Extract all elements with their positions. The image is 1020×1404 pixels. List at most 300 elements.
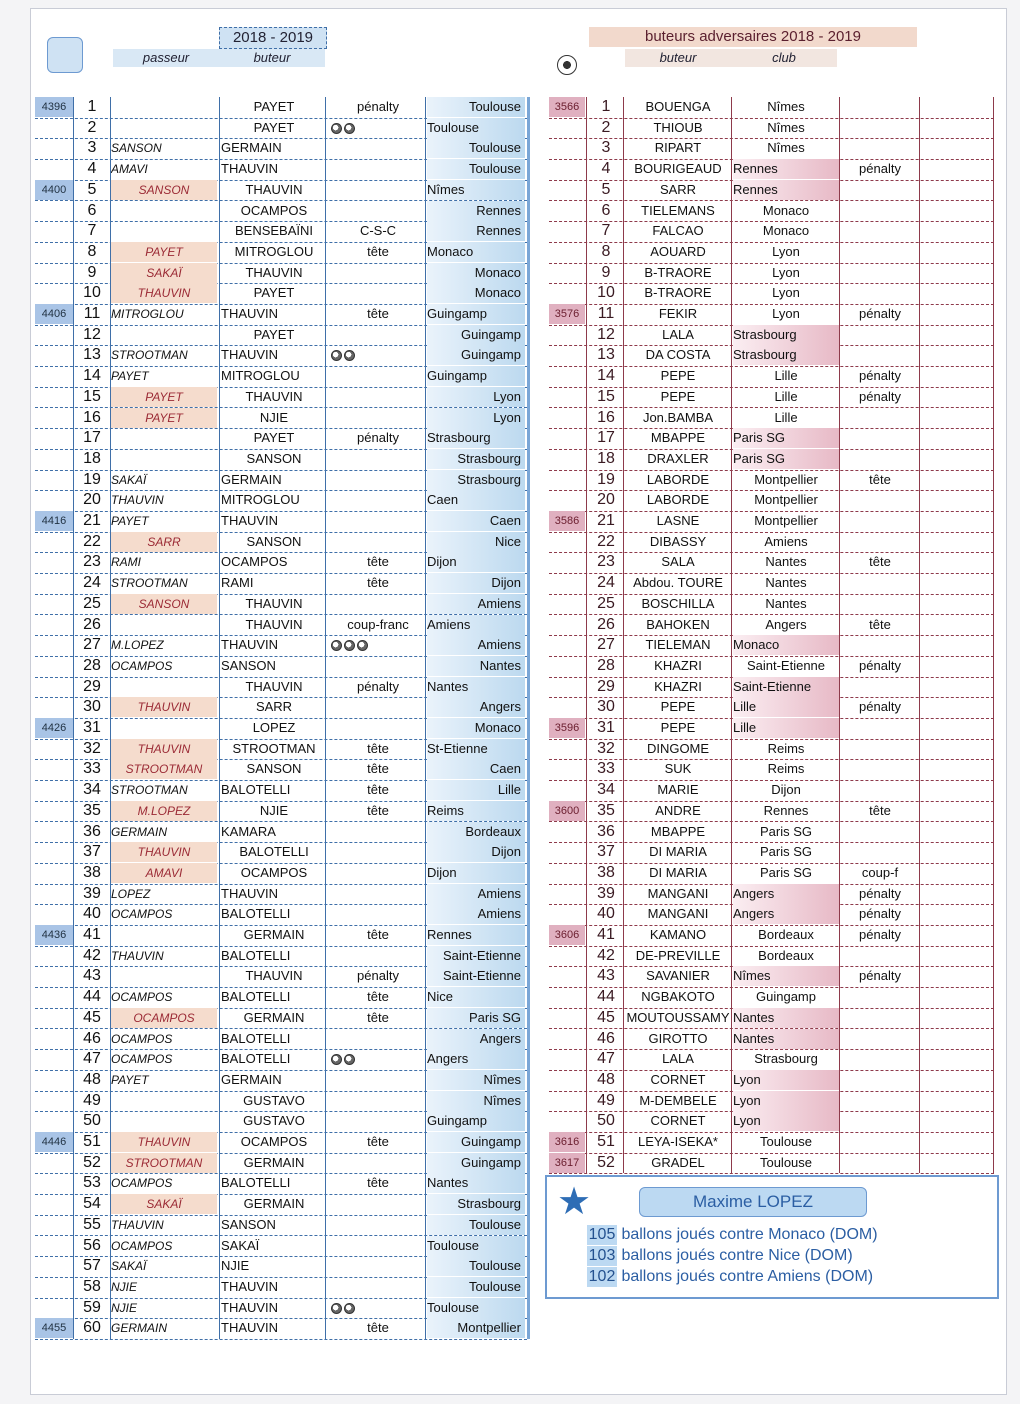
club: Lille — [774, 409, 798, 425]
row-number: 15 — [83, 387, 101, 405]
buteur: B-TRAORE — [644, 264, 712, 280]
table-row — [35, 449, 527, 471]
row-number: 23 — [83, 553, 101, 571]
table-row — [549, 822, 994, 844]
row-number: 33 — [83, 760, 101, 778]
total-count — [35, 118, 73, 138]
table-row — [35, 987, 527, 1009]
row-number: 35 — [83, 801, 101, 819]
club: Paris SG — [733, 449, 839, 469]
buteur: GERMAIN — [221, 1071, 282, 1087]
total-count — [549, 987, 585, 1007]
row-number: 27 — [597, 636, 615, 654]
buteur: TIELEMANS — [641, 202, 715, 218]
passeur: OCAMPOS — [111, 907, 173, 922]
note — [329, 1194, 427, 1214]
club: Amiens — [427, 904, 525, 924]
table-row — [549, 511, 994, 533]
buteur: PAYET — [253, 285, 295, 301]
buteur: SARR — [659, 181, 697, 197]
note — [329, 884, 427, 904]
note — [841, 490, 919, 510]
club: Angers — [765, 616, 807, 632]
table-row — [35, 822, 527, 844]
club: Guingamp — [756, 989, 816, 1005]
club: Nîmes — [767, 140, 805, 156]
club: Guingamp — [427, 304, 525, 324]
buteur: SANSON — [221, 657, 276, 673]
total-count — [35, 345, 73, 365]
club: Dijon — [427, 552, 525, 572]
table-row — [35, 304, 527, 326]
club: Amiens — [427, 594, 525, 614]
total-count: 3617 — [549, 1153, 585, 1173]
club: Lille — [774, 368, 798, 384]
total-count — [35, 449, 73, 469]
stat-row — [587, 1225, 878, 1245]
total-count — [549, 470, 585, 490]
col-header-club-adv: club — [731, 49, 837, 67]
buteur: CORNET — [650, 1071, 706, 1087]
ball-icons — [331, 1298, 391, 1318]
note — [841, 759, 919, 779]
buteur: LALA — [662, 1051, 694, 1067]
note: pénalty — [859, 306, 901, 321]
row-number: 1 — [87, 98, 97, 115]
note — [841, 718, 919, 738]
note: tête — [869, 802, 891, 818]
passeur: THAUVIN — [111, 283, 217, 303]
buteur: SANSON — [246, 450, 302, 466]
note: pénalty — [859, 927, 901, 942]
table-row — [549, 635, 994, 657]
club: Paris SG — [759, 823, 812, 839]
passeur: THAUVIN — [111, 493, 164, 508]
buteur: THIOUB — [653, 119, 703, 135]
buteur: GRADEL — [651, 1154, 705, 1170]
table-row — [549, 138, 994, 160]
buteur: THAUVIN — [221, 637, 279, 653]
buteur: TIELEMAN — [645, 637, 711, 653]
total-count — [549, 552, 585, 572]
table-row — [35, 511, 527, 533]
passeur — [111, 428, 217, 448]
ball-icon — [331, 640, 342, 651]
note: pénalty — [859, 885, 901, 901]
club: Amiens — [427, 615, 525, 635]
note: pénalty — [859, 968, 901, 984]
buteur: GUSTAVO — [243, 1113, 305, 1129]
club: Caen — [427, 759, 525, 779]
row-number: 42 — [83, 946, 101, 964]
buteur: NJIE — [221, 1258, 250, 1274]
table-row — [35, 118, 527, 140]
buteur: GIROTTO — [648, 1030, 708, 1046]
passeur: THAUVIN — [111, 948, 164, 963]
total-count — [549, 138, 585, 158]
club: Montpellier — [754, 471, 818, 487]
note: pénalty — [357, 99, 399, 114]
stat-row — [587, 1267, 873, 1287]
row-number: 37 — [83, 843, 101, 861]
note — [329, 470, 427, 490]
club: Saint-Etienne — [427, 966, 525, 986]
total-count — [35, 594, 73, 614]
buteur: MARIE — [657, 782, 699, 798]
row-number: 49 — [597, 1091, 615, 1109]
row-number: 11 — [83, 305, 101, 322]
note: tête — [367, 243, 389, 259]
total-count: 3566 — [549, 97, 585, 117]
table-row — [35, 1194, 527, 1216]
row-number: 25 — [597, 594, 615, 612]
row-number: 8 — [87, 242, 97, 260]
passeur — [111, 1111, 217, 1131]
note — [329, 718, 427, 738]
total-count — [35, 201, 73, 221]
row-number: 2 — [601, 118, 611, 136]
note — [841, 1111, 919, 1131]
club: Amiens — [427, 635, 525, 655]
row-number: 20 — [83, 491, 101, 509]
stats-sheet — [30, 8, 1007, 1395]
column-divider — [623, 97, 624, 1173]
club: Saint-Etienne — [733, 677, 839, 697]
club: Rennes — [763, 802, 809, 818]
total-count — [549, 490, 585, 510]
row-number: 3 — [601, 139, 611, 157]
row-number: 31 — [597, 719, 615, 736]
row-number: 24 — [597, 574, 615, 592]
note — [841, 118, 919, 138]
club: Reims — [767, 740, 805, 756]
passeur: OCAMPOS — [111, 1052, 173, 1067]
passeur: NJIE — [111, 1300, 138, 1315]
club: Bordeaux — [758, 927, 814, 942]
note: tête — [367, 802, 389, 818]
buteur: THAUVIN — [245, 678, 303, 694]
total-count — [35, 946, 73, 966]
club: Montpellier — [427, 1318, 525, 1338]
note — [329, 387, 427, 407]
total-count — [35, 759, 73, 779]
buteur: THAUVIN — [221, 306, 279, 321]
table-row — [549, 656, 994, 678]
buteur: GERMAIN — [243, 1196, 305, 1212]
total-count — [35, 1153, 73, 1173]
buteur: THAUVIN — [221, 1320, 279, 1336]
row-number: 46 — [83, 1029, 101, 1047]
table-row — [549, 552, 994, 574]
table-row — [35, 1153, 527, 1175]
passeur — [111, 118, 217, 138]
table-row — [549, 739, 994, 761]
buteur: BALOTELLI — [221, 782, 291, 798]
total-count — [549, 408, 585, 428]
buteur: SANSON — [246, 533, 302, 549]
row-number: 13 — [597, 346, 615, 364]
club: Strasbourg — [733, 325, 839, 345]
note — [841, 428, 919, 448]
total-count — [35, 1256, 73, 1276]
total-count — [549, 201, 585, 221]
total-count — [549, 863, 585, 883]
passeur: SARR — [111, 532, 217, 552]
passeur: GERMAIN — [111, 1321, 168, 1336]
club: Monaco — [427, 263, 525, 283]
note: tête — [869, 554, 891, 570]
table-row — [549, 594, 994, 616]
note — [329, 656, 427, 676]
buteur: PAYET — [253, 119, 295, 135]
club: Strasbourg — [754, 1051, 818, 1067]
total-count — [549, 946, 585, 966]
row-number: 42 — [597, 946, 615, 964]
table-row — [549, 304, 994, 326]
club: Nantes — [733, 1008, 839, 1028]
total-count — [549, 780, 585, 800]
passeur: M.LOPEZ — [111, 638, 164, 653]
note — [329, 946, 427, 966]
buteur: THAUVIN — [221, 885, 279, 901]
note — [841, 408, 919, 428]
table-row — [35, 904, 527, 926]
club: Rennes — [427, 925, 525, 945]
table-row — [35, 635, 527, 657]
club: Toulouse — [759, 1134, 813, 1149]
club: Lyon — [772, 243, 800, 259]
note: pénalty — [859, 388, 901, 404]
club: Lyon — [772, 264, 800, 280]
buteur: PAYET — [253, 326, 295, 342]
row-number: 29 — [597, 677, 615, 695]
club: Nîmes — [427, 180, 525, 200]
buteur: SARR — [255, 699, 293, 715]
row-number: 58 — [83, 1277, 101, 1295]
table-row — [35, 242, 527, 264]
ball-icon — [344, 350, 355, 361]
buteur: LASNE — [656, 513, 700, 528]
note: pénalty — [859, 906, 901, 922]
club: Toulouse — [427, 118, 525, 138]
buteur: KAMARA — [221, 823, 276, 839]
ball-icon — [331, 1303, 342, 1314]
buteur: PEPE — [660, 720, 696, 735]
total-count — [549, 594, 585, 614]
passeur: PAYET — [111, 1072, 149, 1087]
table-row — [35, 97, 527, 119]
om-goals-table — [35, 27, 527, 1337]
table-row — [549, 180, 994, 202]
note — [329, 366, 427, 386]
buteur: THAUVIN — [245, 616, 303, 632]
row-number: 17 — [597, 429, 615, 447]
passeur: MITROGLOU — [111, 307, 184, 321]
row-number: 60 — [83, 1319, 101, 1337]
total-count: 4416 — [35, 511, 73, 531]
table-row — [35, 387, 527, 409]
row-number: 7 — [87, 222, 97, 240]
note — [329, 842, 427, 862]
total-count — [549, 159, 585, 179]
column-divider — [586, 97, 587, 1173]
club: Guingamp — [427, 325, 525, 345]
note — [329, 325, 427, 345]
buteur: GERMAIN — [221, 140, 282, 156]
total-count: 3586 — [549, 511, 585, 531]
row-number: 40 — [83, 905, 101, 923]
note: pénalty — [859, 368, 901, 384]
club: Nantes — [765, 575, 807, 591]
table-row — [35, 1277, 527, 1299]
passeur: OCAMPOS — [111, 1176, 173, 1191]
total-count — [549, 1008, 585, 1028]
note: tête — [869, 616, 891, 632]
table-row — [35, 1236, 527, 1258]
row-number: 41 — [597, 926, 615, 943]
note: tête — [367, 575, 389, 591]
club: Dijon — [771, 782, 801, 798]
note — [841, 532, 919, 552]
buteur: THAUVIN — [221, 513, 279, 528]
note — [841, 325, 919, 345]
row-number: 36 — [83, 822, 101, 840]
total-count — [35, 408, 73, 428]
total-count — [549, 1070, 585, 1090]
table-row — [549, 449, 994, 471]
note — [329, 1111, 427, 1131]
opponent-title: buteurs adversaires 2018 - 2019 — [589, 27, 917, 47]
club: Nîmes — [427, 1070, 525, 1090]
club: Toulouse — [427, 138, 525, 158]
season-header: 2018 - 2019 — [219, 27, 327, 49]
row-number: 54 — [83, 1195, 101, 1213]
total-count: 4455 — [35, 1318, 73, 1338]
total-count — [549, 387, 585, 407]
club: Lille — [427, 780, 525, 800]
total-count — [549, 1111, 585, 1131]
total-count: 4400 — [35, 180, 73, 200]
club: Montpellier — [754, 513, 818, 528]
buteur: BALOTELLI — [221, 1030, 291, 1046]
total-count — [35, 1298, 73, 1318]
buteur: MOUTOUSSAMY — [626, 1009, 730, 1025]
buteur: DINGOME — [646, 740, 710, 756]
table-row — [35, 884, 527, 906]
club: Dijon — [427, 573, 525, 593]
club: Angers — [427, 1029, 525, 1049]
buteur: THAUVIN — [221, 161, 279, 177]
row-number: 25 — [83, 594, 101, 612]
club: Lyon — [733, 1070, 839, 1090]
note — [329, 1070, 427, 1090]
row-number: 18 — [83, 449, 101, 467]
passeur: STROOTMAN — [111, 348, 188, 363]
club: Angers — [733, 884, 839, 904]
total-count — [549, 428, 585, 448]
table-row — [549, 615, 994, 637]
table-row — [549, 490, 994, 512]
note: pénalty — [859, 699, 901, 715]
row-number: 39 — [597, 884, 615, 902]
total-count — [35, 1029, 73, 1049]
passeur — [111, 201, 217, 221]
passeur: STROOTMAN — [111, 759, 217, 779]
total-count — [549, 242, 585, 262]
table-row — [549, 408, 994, 430]
club: Lille — [774, 388, 798, 404]
row-number: 12 — [83, 325, 101, 343]
club: Guingamp — [427, 345, 525, 365]
passeur: SAKAÏ — [111, 263, 217, 283]
note: tête — [367, 989, 389, 1005]
table-row — [549, 366, 994, 388]
table-row — [35, 656, 527, 678]
table-row — [549, 470, 994, 492]
note — [841, 946, 919, 966]
row-number: 48 — [83, 1070, 101, 1088]
row-number: 22 — [597, 532, 615, 550]
table-row — [35, 615, 527, 637]
passeur: RAMI — [111, 555, 141, 570]
note — [841, 138, 919, 158]
club: Lyon — [772, 285, 800, 301]
total-count — [549, 283, 585, 303]
passeur — [111, 1091, 217, 1111]
total-count — [549, 656, 585, 676]
table-row — [549, 863, 994, 885]
club: Saint-Etienne — [746, 657, 826, 673]
buteur: BALOTELLI — [221, 947, 291, 963]
buteur: LALA — [662, 326, 694, 342]
total-count — [35, 780, 73, 800]
table-row — [549, 987, 994, 1009]
table-row — [549, 1070, 994, 1092]
ball-icon — [344, 640, 355, 651]
note — [841, 263, 919, 283]
table-row — [549, 801, 994, 823]
row-number: 5 — [601, 180, 611, 198]
table-row — [35, 677, 527, 699]
buteur: B-TRAORE — [644, 285, 712, 301]
row-number: 55 — [83, 1215, 101, 1233]
note: tête — [367, 1175, 389, 1191]
total-count — [35, 1277, 73, 1297]
passeur: AMAVI — [111, 863, 217, 883]
stat-label: ballons joués contre Nice (DOM) — [621, 1247, 853, 1264]
table-row — [35, 842, 527, 864]
row-number: 20 — [597, 491, 615, 509]
buteur: KHAZRI — [654, 657, 702, 673]
table-row — [549, 1029, 994, 1051]
note: pénalty — [859, 161, 901, 177]
total-count — [35, 1111, 73, 1131]
buteur: PEPE — [660, 699, 696, 715]
table-row — [549, 159, 994, 181]
note — [329, 1277, 427, 1297]
note — [329, 283, 427, 303]
row-number: 12 — [597, 325, 615, 343]
ball-icons — [331, 345, 391, 365]
row-number: 19 — [83, 470, 101, 488]
note: pénalty — [357, 430, 399, 446]
row-number: 28 — [83, 656, 101, 674]
buteur: ANDRE — [655, 802, 701, 818]
note: coup-f — [861, 864, 899, 880]
note — [329, 1153, 427, 1173]
ball-icons — [331, 635, 391, 655]
passeur: SAKAÏ — [111, 1259, 147, 1274]
